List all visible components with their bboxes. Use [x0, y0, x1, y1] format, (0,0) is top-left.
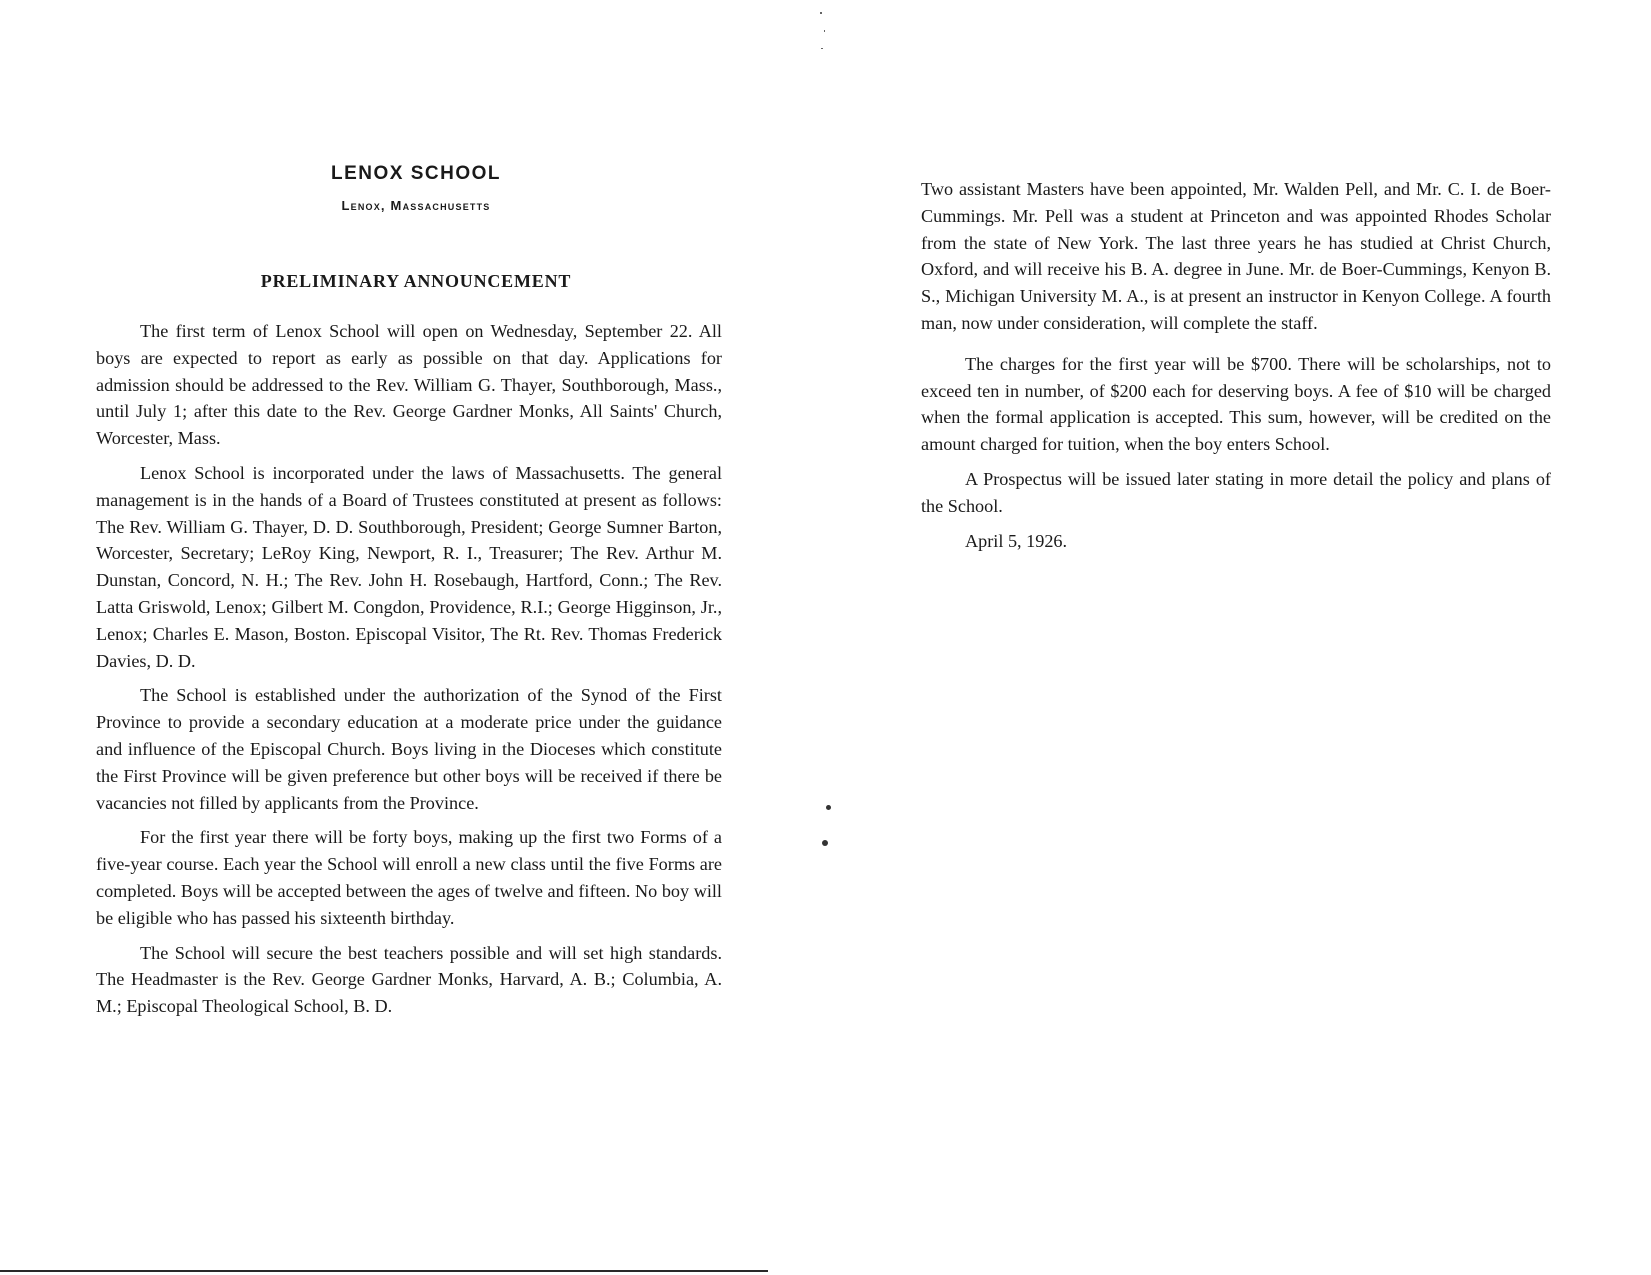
- left-text-column: [96, 318, 722, 1028]
- right-text-column: [921, 176, 1551, 562]
- paragraph-trustees: Lenox School is incorporated under the laws of Massachusetts. The general management is in the hands of a Board of Trustees constituted at present as follows: The Rev. William G. Thayer, D. D. Southborough, President; George Sumner Barton, Worcester, Secretary; LeRoy King, Newport, R. I., Treasurer; The Rev. Arthur M. Dunstan, Concord, N. H.; The Rev. John H. Rosebaugh, Hartford, Conn.; The Rev. Latta Griswold, Lenox; Gilbert M. Congdon, Providence, R.I.; George Higginson, Jr., Lenox; Charles E. Mason, Boston. Episcopal Visitor, The Rt. Rev. Thomas Frederick Davies, D. D.: [96, 462, 722, 671]
- paragraph-synod: The School is established under the authorization of the Synod of the First Province to provide a secondary education at a moderate price under the guidance and influence of the Episcopal Church. Boys living in the Dioceses which constitute the First Province will be given preference but other boys will be received if there be vacancies not filled by applicants from the Province.: [96, 685, 722, 813]
- paragraph-masters: Two assistant Masters have been appointed, Mr. Walden Pell, and Mr. C. I. de Boer-Cummings. Mr. Pell was a student at Princeton and was appointed Rhodes Scholar from the state of New York. The last three years he has studied at Christ Church, Oxford, and will receive his B. A. degree in June. Mr. de Boer-Cummings, Kenyon B. S., Michigan University M. A., is at present an instructor in Kenyon College. A fourth man, now under consideration, will complete the staff.: [921, 179, 1551, 333]
- document-date: April 5, 1926.: [965, 530, 1068, 551]
- paragraph-teachers: The School will secure the best teachers possible and will set high standards. The Headmaster is the Rev. George Gardner Monks, Harvard, A. B.; Columbia, A. M.; Episcopal Theological School, B. D.: [96, 942, 722, 1017]
- paragraph-prospectus: A Prospectus will be issued later stating in more detail the policy and plans of the School.: [921, 468, 1551, 516]
- left-page: [0, 0, 800, 1275]
- paragraph-opening-date: The first term of Lenox School will open on Wednesday, September 22. All boys are expected to report as early as possible on that day. Applications for admission should be addressed to the Rev. William G. Thayer, Southborough, Mass., until July 1; after this date to the Rev. George Gardner Monks, All Saints' Church, Worcester, Mass.: [96, 321, 722, 449]
- school-location: Lenox, Massachusetts: [341, 198, 491, 213]
- paragraph-charges: The charges for the first year will be $700. There will be scholarships, not to exceed ten in number, of $200 each for deserving boys. A fee of $10 will be charged when the formal application is accepted. This sum, however, will be credited on the amount charged for tuition, when the boy enters School.: [921, 353, 1551, 455]
- bottom-rule: [0, 1270, 768, 1272]
- paragraph-enrollment: For the first year there will be forty boys, making up the first two Forms of a five-year course. Each year the School will enroll a new class until the five Forms are completed. Boys will be accepted between the ages of twelve and fifteen. No boy will be eligible who has passed his sixteenth birthday.: [96, 827, 722, 928]
- announcement-heading: PRELIMINARY ANNOUNCEMENT: [260, 271, 572, 291]
- right-page: [826, 0, 1651, 1275]
- school-title: LENOX SCHOOL: [330, 163, 501, 184]
